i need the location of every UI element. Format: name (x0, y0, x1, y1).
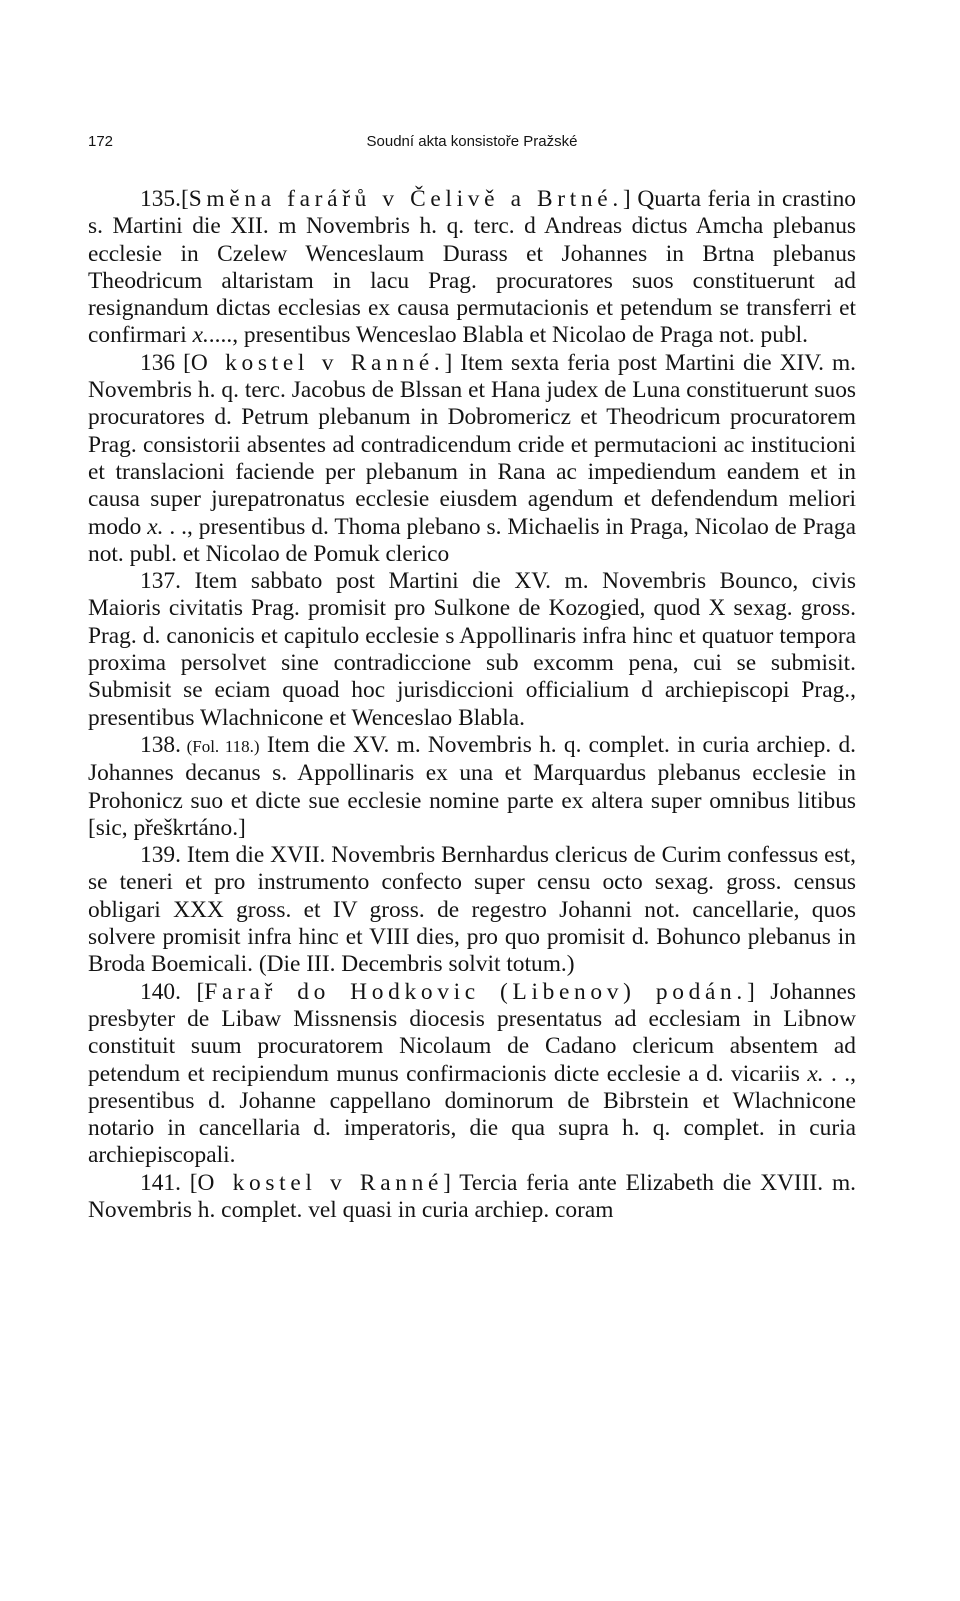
entry-heading: Farař do Hodkovic (Libenov) podán. (204, 978, 747, 1005)
entry-heading: O kostel v Ranné (197, 1169, 444, 1196)
entry-text: Quarta feria in crastino s. Martini die XII. m Novembris h. q. terc. d Andreas dictus Amcha plebanus ecclesie in Czelew Wenceslaum Durass et Johannes in Brtna plebanus Theodricum altaristam in lacu Prag. procuratores suos constituerunt ad resignandum dictas ecclesias ex causa permutacionis et petendum se transferri et confirmari (88, 186, 857, 349)
entry-heading: O kostel v Ranné. (190, 349, 445, 376)
siglum: x. (147, 513, 164, 540)
running-title: Soudní akta konsistoře Pražské (366, 133, 578, 150)
entry-text: Item die XVII. Novembris Bernhardus clericus de Curim confessus est, se teneri et pro instrumento confecto super censu octo sexag. gross. census obligari XXX gross. et IV gross. de regestro Johanni not. cancellarie, quos solvere promisit infra hinc et VIII dies, pro quo promisit d. Bohunco plebanus in Broda Boemicali. (Die III. Decembris solvit totum.) (88, 842, 856, 978)
entry-141 (88, 1170, 856, 1225)
page-number: 172 (88, 133, 114, 150)
entry-text-cont: ...., presentibus Wenceslao Blabla et Nicolao de Praga not. publ. (208, 322, 808, 349)
entry-number: 136 (140, 349, 176, 376)
entry-number: 141. (140, 1169, 181, 1196)
entry-number: 139. (140, 842, 181, 869)
entry-text: Item sexta feria post Martini die XIV. m. Novembris h. q. terc. Jacobus de Blssan et Hana judex de Luna constituerunt suos procuratores d. Petrum plebanum in Dobromericz et Theodricum procuratorem Prag. consistorii absentes ad contradicendum cride et permutacioni ac institucioni et translacioni faciende per plebanum in Rana ac impediendum eandem et in causa super jurepatronatus ecclesie eiusdem agendum et defendendum meliori modo (88, 349, 856, 540)
entry-text: Tercia feria ante Elizabeth die XVIII. m. Novembris h. complet. vel quasi in curia archiep. coram (88, 1169, 856, 1223)
entry-text-cont: . ., presentibus d. Johanne cappellano dominorum de Bibrstein et Wlachnicone notario in cancellaria d. imperatoris, die qua supra h. q. complet. in curia archiepiscopali. (88, 1060, 856, 1169)
entry-text: Johannes presbyter de Libaw Missnensis diocesis presentatus ad ecclesiam in Libnow constituit suum procuratorem Nicolaum de Cadano clericum absentem ad petendum et recipiendum munus confirmacionis dicte ecclesie a d. vicariis (88, 978, 856, 1087)
siglum: x. (807, 1060, 824, 1087)
entry-number: 135. (140, 186, 181, 212)
bracket-open: [ (180, 978, 205, 1005)
entry-text: Item sabbato post Martini die XV. m. Novembris Bounco, civis Maioris civitatis Prag. promisit pro Sulkone de Kozogied, quod X sexag. gross. Prag. d. canonicis et capitulo ecclesie s Appollinaris infra hinc et quatuor tempora proxima persolvet sine contradiccione sub excomm pena, cui se submisit. Submisit se eciam quoad hoc jurisdiccioni officialium d archiepiscopi Prag., presentibus Wlachnicone et Wenceslao Blabla. (88, 568, 856, 731)
entry-138 (88, 732, 856, 842)
siglum: x. (192, 322, 209, 349)
folio-note: (Fol. 118.) (180, 736, 260, 756)
bracket-close: ] (746, 978, 755, 1005)
bracket-open: [ (175, 349, 191, 376)
bracket-close: ] (443, 1169, 451, 1196)
entry-number: 138. (140, 731, 181, 758)
document-body (88, 186, 856, 1224)
bracket-open: [ (180, 1169, 198, 1196)
entry-text-cont: . ., presentibus d. Thoma plebano s. Michaelis in Praga, Nicolao de Praga not. publ. et Nicolao de Pomuk clerico (88, 513, 856, 567)
entry-137 (88, 568, 856, 732)
bracket-close: ] (444, 349, 453, 376)
entry-number: 140. (140, 978, 181, 1005)
entry-number: 137. (140, 568, 181, 595)
entry-text: Item die XV. m. Novembris h. q. complet. in curia archiep. d. Johannes decanus s. Appollinaris ex una et Marquardus plebanus ecclesie in Prohonicz suo et dicte sue ecclesie nomine parte ex altera super omnibus litibus [sic, přeškrtáno.] (88, 731, 856, 841)
bracket-open: [ (180, 186, 189, 212)
entry-135 (88, 186, 856, 350)
entry-139 (88, 842, 856, 978)
page-header (88, 133, 856, 157)
entry-heading: Směna farářů v Čelivě a Brtné. (188, 186, 623, 212)
entry-136 (88, 350, 856, 568)
entry-140 (88, 979, 856, 1170)
bracket-close: ] (622, 186, 631, 212)
